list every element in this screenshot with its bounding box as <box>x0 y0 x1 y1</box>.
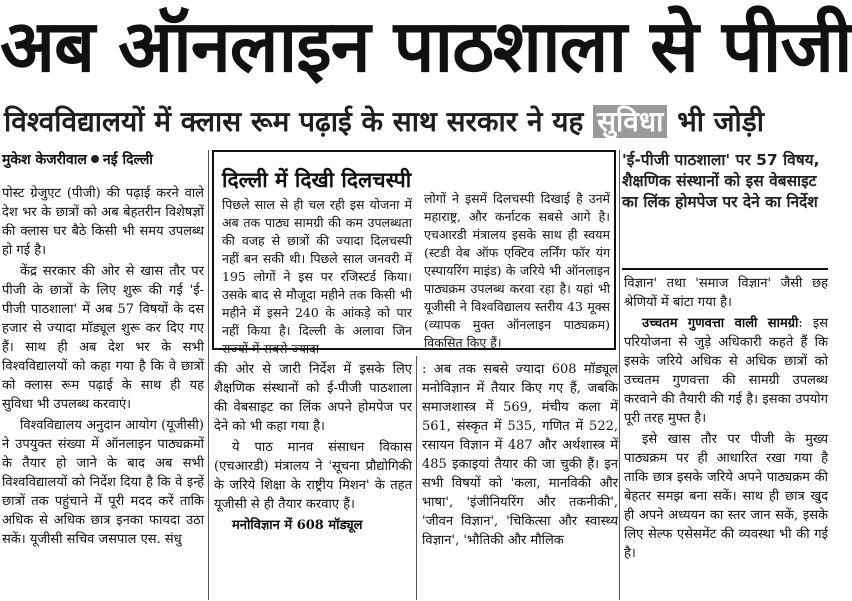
subheadline <box>0 100 834 144</box>
pull-quote-rule <box>622 268 828 270</box>
paragraph: ये पाठ मानव संसाधन विकास (एचआरडी) मंत्रालय ने 'सूचना प्रौद्योगिकी के जरिये शिक्षा के राष्ट्रीय मिशन' के तहत यूजीसी से ही तैयार करवाए हैं। <box>214 440 412 512</box>
paragraph: विज्ञान' तथा 'समाज विज्ञान' जैसी छह श्रेणियों में बांटा गया है। <box>624 276 828 310</box>
paragraph: विश्वविद्यालय अनुदान आयोग (यूजीसी) ने उपयुक्त संख्या में ऑनलाइन पाठ्यक्रमों के तैयार हो जाने के बाद अब सभी विश्वविद्यालयों को निर्देश दिया है कि वे इन्हें छात्रों तक पहुंचाने में पूरी मदद करें ताकि अधिक से अधिक छात्र इनका फायदा उठा सकें। यूजीसी सचिव जसपाल एस. संधु <box>2 418 204 547</box>
article-column-1 <box>2 184 204 600</box>
article-column-2 <box>214 360 412 600</box>
sidebar-text-right: लोगों ने इसमें दिलचस्पी दिखाई है उनमें महाराष्ट्र, और कर्नाटक सबसे आगे है। एचआरडी मंत्रालय इसके साथ ही स्वयम (स्टडी वेब ऑफ एक्टिव लर्निंग फॉर यंग एस्पायरिंग माइंड) के जरिये भी ऑनलाइन पाठ्यक्रम उपलब्ध करवा रहा है। यहां भी यूजीसी ने विश्वविद्यालय स्तरीय 43 मूक्स (व्यापक मुक्त ऑनलाइन पाठ्यक्रम) विकसित किए हैं। <box>424 191 610 350</box>
sidebar-box <box>212 150 616 356</box>
subheadline-end: भी जोड़ी <box>677 105 765 138</box>
byline <box>2 150 153 169</box>
paragraph-text: : इस परियोजना से जुड़े अधिकारी कहते हैं कि इसके जरिये अधिक से अधिक छात्रों को उच्चतम गुणवत्ता की सामग्री उपलब्ध करवाने की तैयारी की गई है। इसका उपयोग पूरी तरह मुफ्त है। <box>624 316 828 426</box>
byline-author: मुकेश केजरीवाल <box>2 152 87 168</box>
pull-quote: 'ई-पीजी पाठशाला' पर 57 विषय, शैक्षणिक संस्थानों को इस वेबसाइट का लिंक होमपेज पर देने का निर्देश <box>622 151 820 211</box>
paragraph <box>624 314 828 428</box>
column-divider <box>416 356 417 600</box>
sidebar-title: दिल्ली में दिखी दिलचस्पी <box>222 168 412 192</box>
article-column-4 <box>624 274 828 600</box>
sidebar-text-left: पिछले साल से ही चल रही इस योजना में अब तक पाठ्य सामग्री की कम उपलब्धता की वजह से छात्रों की ज्यादा दिलचस्पी नहीं बन सकी थी। पिछले साल जनवरी में 195 लोगों ने इस पर रजिस्टर्ड किया। उसके बाद से मौजूदा महीने तक किसी भी महीने में इसने 240 के आंकड़े को पार नहीं किया है। दिल्ली के अलावा जिन राज्यों में सबसे ज्यादा <box>222 197 412 356</box>
headline: अब ऑनलाइन पाठशाला से पीजी <box>0 4 852 88</box>
paragraph: इसे खास तौर पर पीजी के मुख्य पाठ्यक्रम पर ही आधारित रखा गया है ताकि छात्र इसके जरिये अपने पाठ्यक्रम की बेहतर समझ बना सकें। साथ ही छात्र खुद ही अपने अध्ययन का स्तर जान सकें, इसके लिए सेल्फ एसेसमेंट की व्यवस्था भी की गई है। <box>624 432 828 561</box>
paragraph: की ओर से जारी निर्देश में इसके लिए शैक्षणिक संस्थानों को ई-पीजी पाठशाला की वेबसाइट का लिंक अपने होमपेज पर देने को भी कहा गया है। <box>214 362 412 434</box>
article-column-3 <box>422 360 618 600</box>
paragraph: केंद्र सरकार की ओर से खास तौर पर पीजी के छात्रों के लिए शुरू की गई 'ई-पीजी पाठशाला' में अब 57 विषयों के दस हजार से ज्यादा मॉड्यूल शुरू कर दिए गए हैं। साथ ही अब देश भर के सभी विश्वविद्यालयों को कहा गया है कि वे छात्रों को क्लास रूम पढ़ाई के साथ ही यह सुविधा भी उपलब्ध करवाएं। <box>2 264 204 412</box>
inline-heading: उच्चतम गुणवत्ता वाली सामग्री <box>642 316 799 331</box>
column-divider <box>619 150 620 600</box>
paragraph: : अब तक सबसे ज्यादा 608 मॉड्यूल मनोविज्ञान में तैयार किए गए हैं, जबकि समाजशास्त्र में 569, मंचीय कला में 561, संस्कृत में 535, गणित में 522, रसायन विज्ञान में 487 और अर्थशास्त्र में 485 इकाइयां तैयार की जा चुकी हैं। इन सभी विषयों को 'कला, मानविकी और भाषा', 'इंजीनियरिंग और तकनीकी', 'जीवन विज्ञान', 'चिकित्सा और स्वास्थ्य विज्ञान', 'भौतिकी और मौलिक <box>422 362 618 548</box>
subheadline-text: विश्वविद्यालयों में क्लास रूम पढ़ाई के साथ सरकार ने यह <box>4 105 584 138</box>
bullet-icon <box>91 155 99 163</box>
section-heading: मनोविज्ञान में 608 मॉड्यूल <box>232 518 363 533</box>
paragraph: पोस्ट ग्रेजुएट (पीजी) की पढ़ाई करने वाले देश भर के छात्रों को अब बेहतरीन विशेषज्ञों की क्लास घर बैठे किसी भी समय उपलब्ध हो गई है। <box>2 186 204 258</box>
byline-place: नई दिल्ली <box>102 152 153 168</box>
column-divider <box>208 150 209 600</box>
subheadline-highlight: सुविधा <box>593 105 667 138</box>
